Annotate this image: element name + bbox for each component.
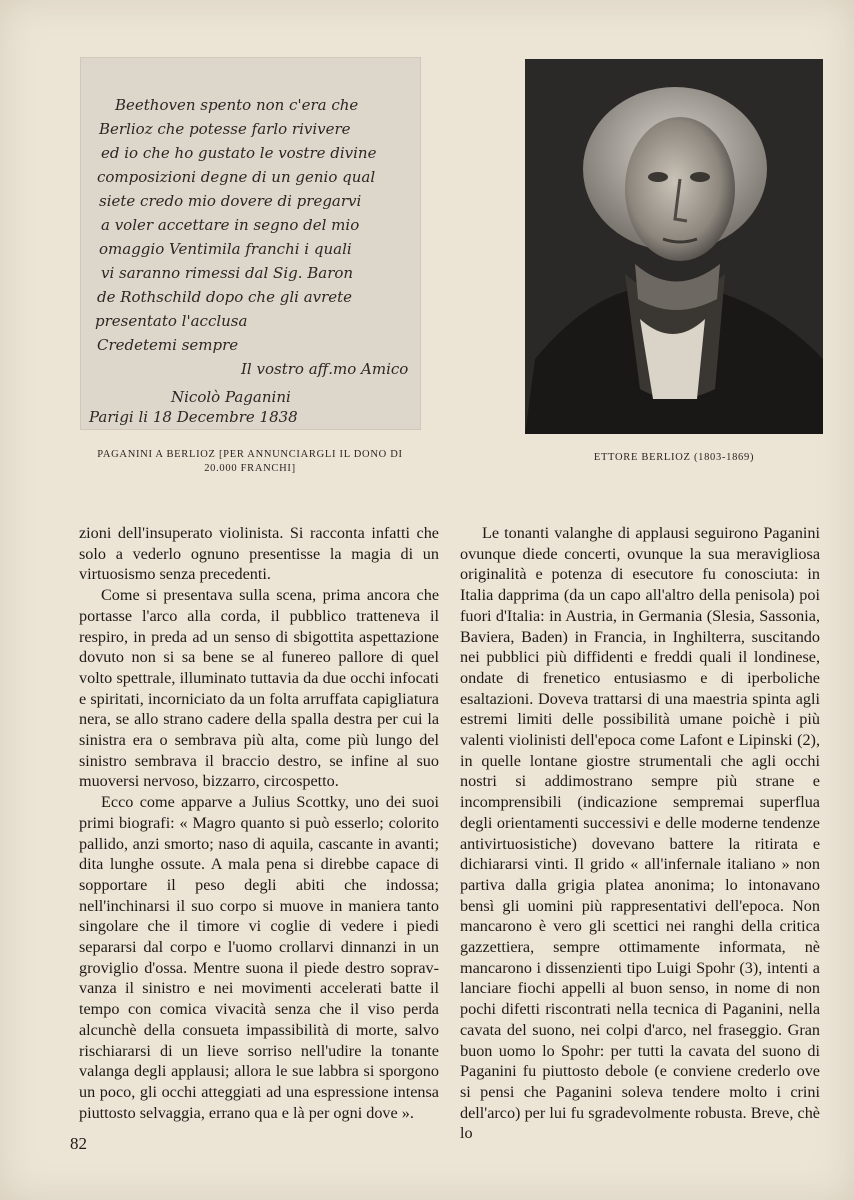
- letter-line: Credetemi sempre: [97, 336, 239, 354]
- letter-line: presentato l'acclusa: [95, 312, 248, 330]
- letter-line: siete credo mio dovere di pregarvi: [99, 192, 362, 210]
- right-text-column: [460, 523, 820, 1144]
- letter-line: Beethoven spento non c'era che: [115, 96, 359, 114]
- letter-line: composizioni degne di un genio qual: [97, 168, 376, 186]
- paragraph: Le tonanti valanghe di applausi seguirono Paganini ovunque diede concerti, ovunque la sua meravigliosa originalità e potenza di esecutore fu conosciuta: in Italia dapprima (da un capo all'altro della penisola) poi fuori d'Italia: in Austria, in Germania (Slesia, Sassonia, Baviera, Baden) in Francia, in Inghilterra, suscitando nei pubblici più diffidenti e freddi quali il londinese, ondate di frenetico entusiasmo e di iperboliche esaltazioni. Doveva trattarsi di una maestria spinta agli estremi limiti delle possibilità umane poichè i più valenti violinisti dell'epoca come Lafont e Lipinski (2), in quelle lontane giostre strumentali che agli occhi nostri si addimostrano sempre più strane e incomprensibili (indicazione sempremai superflua degli orientamenti successivi e delle moderne tendenze antivirtuosistiche) dovevano battere la ritirata e dichiararsi vinti. Il grido « all'infernale italiano » non partiva dalla grigia platea anonima; lo intonavano bensì gli uomini più rappresentativi dell'epoca. Non mancarono è vero gli scettici nei ranghi della critica gazzettiera, sempre ottimamente informata, nè mancarono i dissenzienti tipo Luigi Spohr (3), intenti a lanciare fiochi appelli al buon senso, in nome di non pochi difetti riscontrati nella tecnica di Paganini, nella cavata del suono, nei colpi d'arco, nel fraseggio. Gran buon uomo lo Spohr: per tutti la cavata del suono di Paganini fu piuttosto debole (e conviene crederlo ove si pensi che Paganini soleva tendere molto i crini dell'arco) per lui fu sgradevolmente robusta. Breve, chè lo: [460, 524, 820, 1143]
- page-number: 82: [70, 1134, 87, 1153]
- letter-line: Berlioz che potesse farlo rivivere: [99, 120, 351, 138]
- letter-date: Parigi li 18 Decembre 1838: [89, 408, 298, 426]
- letter-facsimile-image: [80, 57, 421, 430]
- paragraph: zioni dell'insuperato violinista. Si racconta infatti che solo a vederlo ognuno presentisse la magia di un virtuosismo senza precedenti.: [79, 524, 439, 584]
- letter-caption: PAGANINI A BERLIOZ [PER ANNUNCIARGLI IL DONO DI 20.000 FRANCHI]: [97, 449, 403, 474]
- letter-line: vi saranno rimessi dal Sig. Baron: [101, 264, 354, 282]
- berlioz-portrait-image: [525, 59, 823, 434]
- paragraph: Ecco come apparve a Julius Scottky, uno dei suoi primi biografi: « Magro quanto si può esserlo; colorito pallido, anzi smorto; naso di aquila, cascante in avanti; dita lunghe ossute. A mala pena si direbbe capace di sopportare il peso degli abiti che indossa; nell'inchinarsi il suo corpo si muove in maniera tanto singolare che il timore vi coglie di vedere i piedi separarsi dal corpo e l'uomo crollarvi dinnanzi in un groviglio d'ossa. Mentre suona il piede destro sopravvanza il sinistro e nei movimenti accelerati batte il tempo con comica vivacità senza che il viso perda alcunchè della consueta impassibilità di morte, salvo rischiararsi di un lieve sorriso nell'udire la tonante valanga degli applausi; allora le sue labbra si sporgono un poco, gli occhi atteggiati ad una espressione intensa piuttosto selvaggia, errano qua e là per ogni dove ».: [79, 793, 439, 1122]
- letter-line: Il vostro aff.mo Amico: [241, 360, 409, 378]
- portrait-caption: ETTORE BERLIOZ (1803-1869): [593, 452, 755, 463]
- letter-line: omaggio Ventimila franchi i quali: [99, 240, 352, 258]
- letter-line: a voler accettare in segno del mio: [101, 216, 360, 234]
- letter-line: de Rothschild dopo che gli avrete: [97, 288, 353, 306]
- letter-signature: Nicolò Paganini: [171, 388, 291, 406]
- left-text-column: [79, 523, 439, 1123]
- letter-line: ed io che ho gustato le vostre divine: [101, 144, 377, 162]
- paragraph: Come si presentava sulla scena, prima ancora che portasse l'arco alla corda, il pubblico tratteneva il respiro, in preda ad un senso di sbigottita aspettazione dovuto non si sa bene se al funereo pallore di quel volto spettrale, illuminato tuttavia da due occhi infocati e spiritati, incorniciato da un folta arruffata capigliatura nera, se allo strano cadere della spalla destra per cui la sinistra era o sembrava più alta, come più lungo del sinistro sembrava il braccio destro, se infine al suo muoversi nervoso, bizzarro, circospetto.: [79, 586, 439, 791]
